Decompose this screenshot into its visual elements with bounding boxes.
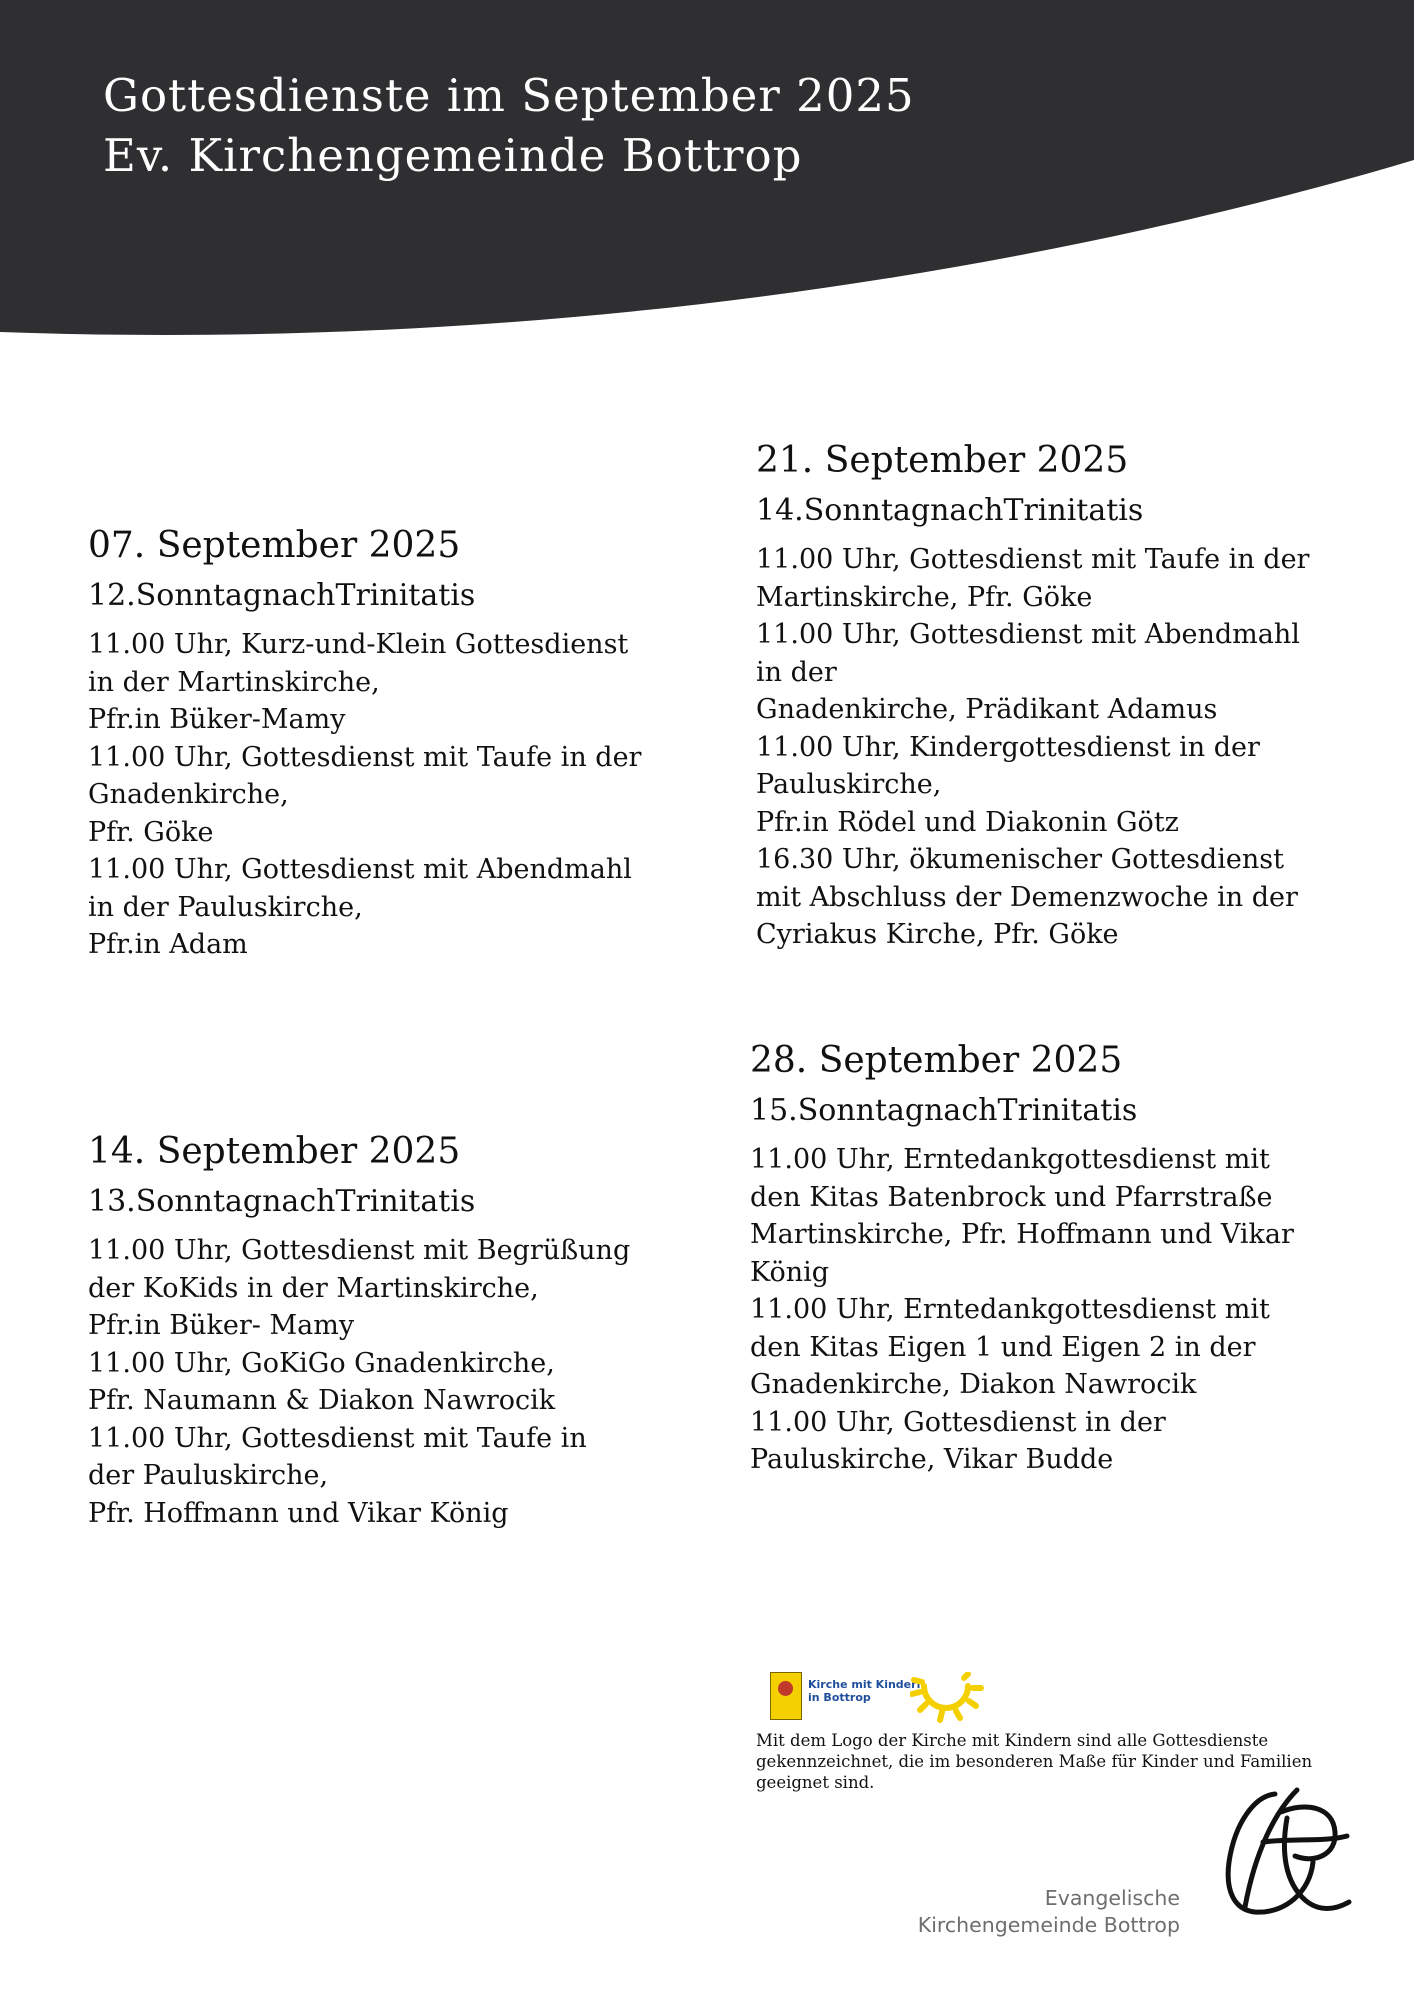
logo-explanation: Mit dem Logo der Kirche mit Kindern sind alle Gottesdienste gekennzeichnet, die im besonderen Maße für Kinder und Familien geeignet sind. [756,1731,1313,1792]
service-line: 11.00 Uhr, Kurz-und-Klein Gottesdienst [88,629,629,660]
liturgical-sunday: 15.SonntagnachTrinitatis [750,1093,1138,1128]
service-line: 11.00 Uhr, Kindergottesdienst in der [756,731,1260,763]
service-line: 11.00 Uhr, Gottesdienst mit Abendmahl [88,854,632,885]
service-line: Pauluskirche, [756,769,942,800]
day-date: 07. September 2025 [88,525,461,566]
day-block [750,1037,1350,1479]
service-line: 11.00 Uhr, Gottesdienst mit Taufe in [88,1422,587,1454]
day-date: 21. September 2025 [756,440,1129,481]
service-line: der Pauluskirche, [88,1460,329,1491]
service-line: Martinskirche, Pfr. Göke [756,581,1093,613]
liturgical-sunday: 12.SonntagnachTrinitatis [88,578,476,613]
day-block [88,1128,688,1532]
service-line: Pfr. Hoffmann und Vikar König [88,1497,509,1529]
service-line: 11.00 Uhr, Gottesdienst mit Taufe in der [756,544,1310,575]
kids-church-logo-line-2: in Bottrop [808,1691,871,1704]
sun-icon [910,1672,984,1724]
service-line: 11.00 Uhr, Gottesdienst mit Begrüßung [88,1235,631,1266]
service-line: 11.00 Uhr, Gottesdienst mit Taufe in der [88,741,642,773]
service-line: 11.00 Uhr, Erntedankgottesdienst mit [750,1294,1270,1325]
service-line: Pfr. Naumann & Diakon Nawrocik [88,1385,556,1416]
day-block [756,437,1356,954]
kids-church-logo-line-1: Kirche mit Kindern [808,1678,925,1691]
service-line: Martinskirche, Pfr. Hoffmann und Vikar [750,1219,1294,1250]
service-list [750,1141,1350,1479]
service-line: Pfr.in Rödel und Diakonin Götz [756,806,1179,838]
kids-church-logo [770,1672,1010,1724]
service-line: Pfr.in Büker- Mamy [88,1310,355,1341]
kids-church-badge-icon [770,1672,802,1720]
service-line: Gnadenkirche, Diakon Nawrocik [750,1369,1197,1400]
service-line: König [750,1256,830,1288]
service-line: Pfr. Göke [88,816,214,848]
service-line: 11.00 Uhr, Erntedankgottesdienst mit [750,1144,1270,1175]
page-title [103,66,915,186]
service-line: der KoKids in der Martinskirche, [88,1272,539,1304]
service-line: Gnadenkirche, Prädikant Adamus [756,694,1218,725]
service-line: 11.00 Uhr, GoKiGo Gnadenkirche, [88,1347,555,1379]
service-line: in der Martinskirche, [88,666,380,698]
day-date: 14. September 2025 [88,1131,461,1172]
service-line: 11.00 Uhr, Gottesdienst mit Abendmahl [756,619,1300,650]
service-line: mit Abschluss der Demenzwoche in der [756,881,1298,913]
title-line-2: Ev. Kirchengemeinde Bottrop [103,129,803,182]
service-line: Pfr.in Büker-Mamy [88,704,346,735]
service-line: in der Pauluskirche, [88,891,363,923]
service-line: 16.30 Uhr, ökumenischer Gottesdienst [756,844,1284,875]
cross-signature-icon [1215,1782,1355,1927]
service-line: Pauluskirche, Vikar Budde [750,1444,1114,1475]
service-line: Pfr.in Adam [88,929,248,960]
liturgical-sunday: 14.SonntagnachTrinitatis [756,493,1144,528]
service-line: in der [756,656,837,688]
day-date: 28. September 2025 [750,1040,1123,1081]
service-line: 11.00 Uhr, Gottesdienst in der [750,1406,1166,1438]
day-block [88,522,688,964]
service-list [88,1232,688,1532]
service-list [88,626,688,964]
church-name-line-1: Evangelische [1044,1886,1180,1910]
service-line: Gnadenkirche, [88,779,289,810]
service-line: Cyriakus Kirche, Pfr. Göke [756,919,1119,950]
church-name [900,1885,1180,1939]
service-line: den Kitas Batenbrock und Pfarrstraße [750,1181,1273,1213]
liturgical-sunday: 13.SonntagnachTrinitatis [88,1184,476,1219]
service-line: den Kitas Eigen 1 und Eigen 2 in der [750,1331,1256,1363]
service-list [756,541,1356,954]
title-line-1: Gottesdienste im September 2025 [103,69,915,122]
church-name-line-2: Kirchengemeinde Bottrop [917,1913,1180,1937]
